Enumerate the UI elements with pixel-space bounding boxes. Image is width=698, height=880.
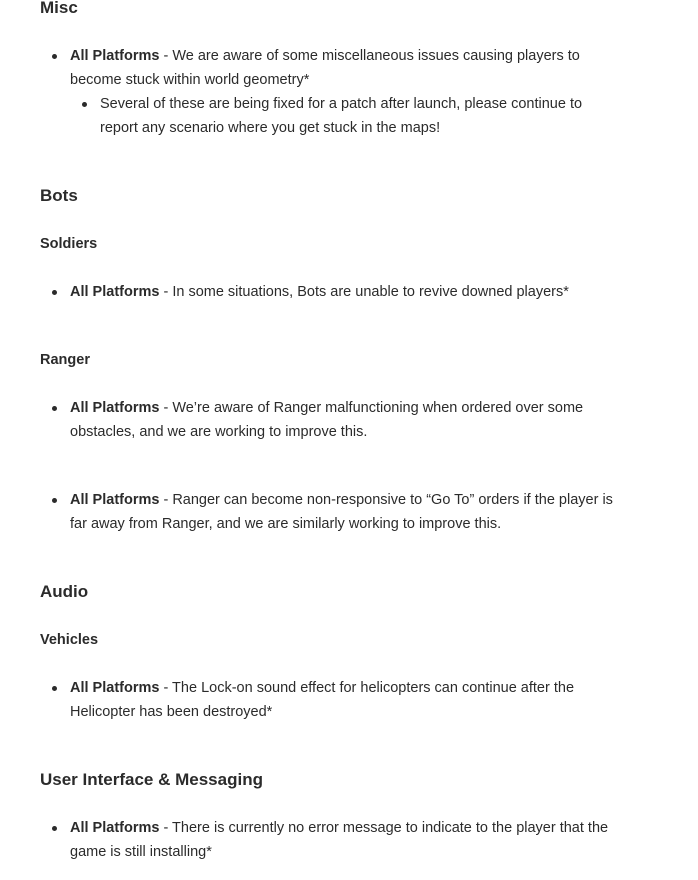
list-item — [70, 816, 630, 864]
item-text: - We’re aware of Ranger malfunctioning when ordered over some obstacles, and we are working to improve this. — [70, 400, 584, 440]
list-item — [70, 396, 630, 444]
section-heading-bots: Bots — [40, 186, 78, 205]
bullet-icon — [52, 498, 57, 503]
platform-label: All Platforms — [70, 400, 160, 416]
section-heading-audio: Audio — [40, 582, 89, 601]
platform-label: All Platforms — [70, 492, 160, 508]
sub-list-item — [100, 92, 620, 140]
subsection-heading-soldiers: Soldiers — [40, 236, 98, 252]
bullet-icon — [52, 826, 57, 831]
list-item — [70, 44, 630, 92]
bullet-icon — [52, 406, 57, 411]
bullet-icon — [52, 290, 57, 295]
item-text: Several of these are being fixed for a patch after launch, please continue to report any scenario where you get stuck in the maps! — [100, 96, 583, 136]
platform-label: All Platforms — [70, 48, 160, 64]
platform-label: All Platforms — [70, 284, 160, 300]
item-text: - The Lock-on sound effect for helicopters can continue after the Helicopter has been destroyed* — [70, 680, 575, 720]
item-text: - Ranger can become non-responsive to “Go To” orders if the player is far away from Ranger, and we are similarly working to improve this. — [70, 492, 613, 532]
item-text: - There is currently no error message to indicate to the player that the game is still installing* — [70, 820, 609, 860]
list-item — [70, 676, 630, 724]
section-heading-ui-messaging: User Interface & Messaging — [40, 770, 263, 789]
item-text: - In some situations, Bots are unable to revive downed players* — [159, 284, 569, 300]
list-item — [70, 488, 630, 536]
bullet-icon — [82, 102, 87, 107]
bullet-icon — [52, 686, 57, 691]
bullet-icon — [52, 54, 57, 59]
platform-label: All Platforms — [70, 680, 160, 696]
section-heading-misc: Misc — [40, 0, 78, 17]
item-text: - We are aware of some miscellaneous issues causing players to become stuck within world geometry* — [70, 48, 580, 88]
subsection-heading-vehicles: Vehicles — [40, 632, 99, 648]
platform-label: All Platforms — [70, 820, 160, 836]
subsection-heading-ranger: Ranger — [40, 352, 90, 368]
list-item — [70, 280, 630, 304]
